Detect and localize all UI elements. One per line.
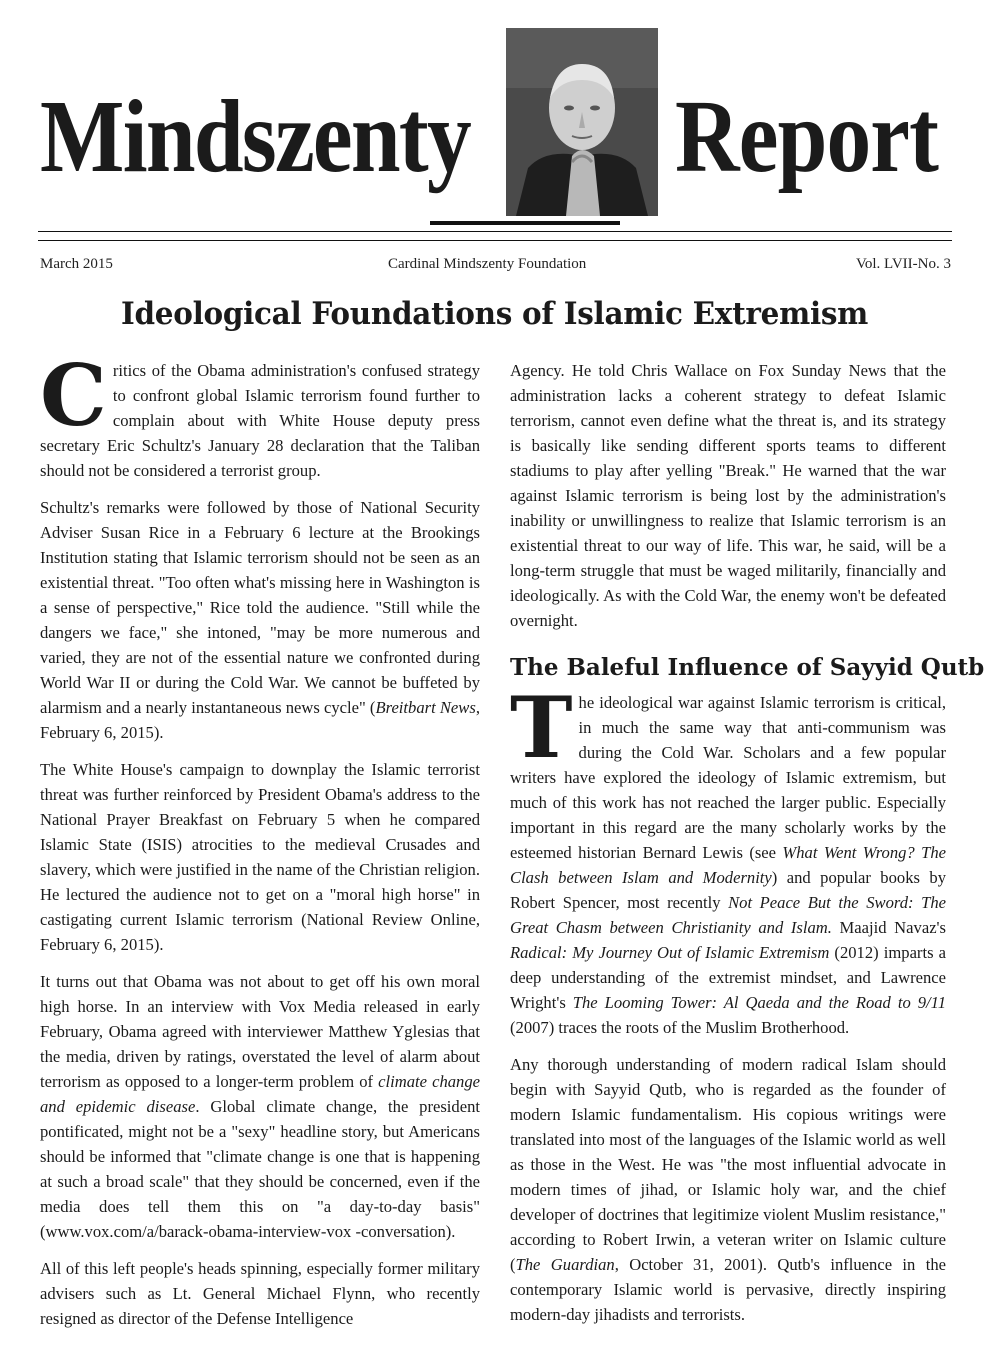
masthead-thick-rule [430, 221, 620, 225]
paragraph-text: It turns out that Obama was not about to get off his own moral high horse. In an interview with Vox Media released in early February, Obama agreed with interviewer Matthew Yglesias that the media, driven by ratings, overstated the level of alarm about terrorism as opposed to a longer-term problem of [40, 972, 480, 1091]
citation-tail: , February 6, 2015). [40, 698, 480, 742]
citation-title: Breitbart News [375, 698, 476, 717]
paragraph [510, 1052, 946, 1327]
paragraph-text: (2007) traces the roots of the Muslim Brotherhood. [510, 1018, 850, 1037]
paragraph-text: Any thorough understanding of modern radical Islam should begin with Sayyid Qutb, who is regarded as the founder of modern Islamic fundamentalism. His copious writings were translated into most of the languages of the Islamic world as well as those in the West. He was "the most influential advocate in modern times of jihad, or Islamic holy war, and the chief developer of doctrines that legitimize violent Muslim resistance," according to Robert Irwin, a veteran writer on Islamic culture ( [510, 1055, 946, 1274]
masthead-rule-top [38, 231, 952, 232]
book-title: The Looming Tower: Al Qaeda and the Road to 9/11 [572, 993, 946, 1012]
article-headline: Ideological Foundations of Islamic Extremism [120, 296, 869, 332]
paragraph-text: , October 31, 2001). Qutb's influence in the contemporary Islamic world is pervasive, directly inspiring modern-day jihadists and terrorists. [510, 1255, 946, 1324]
paragraph-text: ) and popular books by Robert Spencer, most recently [510, 868, 946, 912]
left-column [40, 346, 480, 1343]
section-subheading: The Baleful Influence of Sayyid Qutb [510, 654, 985, 681]
masthead-title-left: Mindszenty [40, 79, 470, 194]
emphasis-text: climate change and epidemic disease [40, 1072, 480, 1116]
paragraph-text: Schultz's remarks were followed by those of National Security Adviser Susan Rice in a February 6 lecture at the Brookings Institution stating that Islamic terrorism should not be seen as an existential threat. "Too often what's missing here in Washington is a sense of perspective," Rice told the audience. "Still while the dangers we face," she intoned, "may be more numerous and varied, they are not of the essential nature we confronted during World War II or during the Cold War. We cannot be buffeted by alarmism and a nearly instantaneous news cycle" [40, 498, 480, 717]
paragraph [40, 346, 480, 483]
drop-cap: T [510, 678, 573, 777]
right-column [510, 358, 985, 1339]
citation-title: The Guardian [515, 1255, 615, 1274]
paragraph: Schultz's remarks were followed by those of National Security Adviser Susan Rice in a February 6 lecture at the Brookings Institution stating that Islamic terrorism should not be seen as an existential threat. "Too often what's missing here in Washington is a sense of perspective," Rice told the audience. "Still while the dangers we face," she intoned, "may be more numerous and varied, they are not of the essential nature we confronted during World War II or during the Cold War. We cannot be buffeted by alarmism and a nearly instantaneous news cycle" (Breitbart News, February 6, 2015). [40, 498, 480, 742]
volume-number: Vol. LVII-No. 3 [855, 256, 951, 272]
paragraph [510, 678, 947, 1040]
paragraph-text: . Global climate change, the president pontificated, might not be a "sexy" headline story, but Americans should be informed that "climate change is one that is happening at such a broad scale" that they should be concerned, even if the media does tell them this on "a day-to-day basis" (www.vox.com/a/barack-obama-interview-vox -conversation). [40, 1097, 480, 1241]
book-title: Radical: My Journey Out of Islamic Extremism [510, 943, 830, 962]
paragraph-text: Maajid Navaz's [831, 918, 947, 937]
organization-name: Cardinal Mindszenty Foundation [388, 256, 587, 272]
masthead-title-right: Report [675, 79, 939, 194]
paragraph: All of this left people's heads spinning, especially former military advisers such as Lt. General Michael Flynn, who recently resigned as director of the Defense Intelligence [40, 1259, 480, 1328]
masthead-rule-bottom [38, 240, 952, 241]
paragraph [40, 969, 480, 1244]
paragraph: Agency. He told Chris Wallace on Fox Sunday News that the administration lacks a coherent strategy to defeat Islamic terrorism, cannot even define what the threat is, and its strategy is basically like sending different sports teams to different stadiums to play after yelling "Break." He warned that the war against Islamic terrorism is being lost by the administration's inability or unwillingness to realize that Islamic terrorism is an existential threat to our way of life. This war, he said, will be a long-term struggle that must be waged militarily, financially and ideologically. As with the Cold War, the enemy won't be defeated overnight. [510, 361, 946, 630]
paragraph-text: he ideological war against Islamic terrorism is critical, in much the same way that anti-communism was during the Cold War. Scholars and a few popular writers have explored the ideology of Islamic extremism, but much of this work has not reached the larger public. Especially important in this regard are the many scholarly works by the esteemed historian Bernard Lewis (see [510, 693, 946, 862]
drop-cap: C [40, 346, 107, 445]
paragraph-text: ritics of the Obama administration's confused strategy to confront global Islamic terrorism found further to complain about with White House deputy press secretary Eric Schultz's January 28 declaration that the Taliban should not be considered a terrorist group. [40, 361, 480, 480]
paragraph: The White House's campaign to downplay the Islamic terrorist threat was further reinforced by President Obama's address to the National Prayer Breakfast on February 5 when he compared Islamic State (ISIS) atrocities to the medieval Crusades and slavery, which were justified in the name of the Christian religion. He lectured the audience not to get on a "moral high horse" in castigating current Islamic terrorism (National Review Online, February 6, 2015). [40, 760, 480, 954]
book-title: Not Peace But the Sword: The Great Chasm between Christianity and Islam. [510, 893, 946, 937]
book-title: What Went Wrong? The Clash between Islam and Modernity [510, 843, 946, 887]
portrait-photo-icon [506, 28, 658, 216]
paragraph-text: (2012) imparts a deep understanding of the extremist mindset, and Lawrence Wright's [510, 943, 946, 1012]
issue-date: March 2015 [40, 256, 113, 272]
